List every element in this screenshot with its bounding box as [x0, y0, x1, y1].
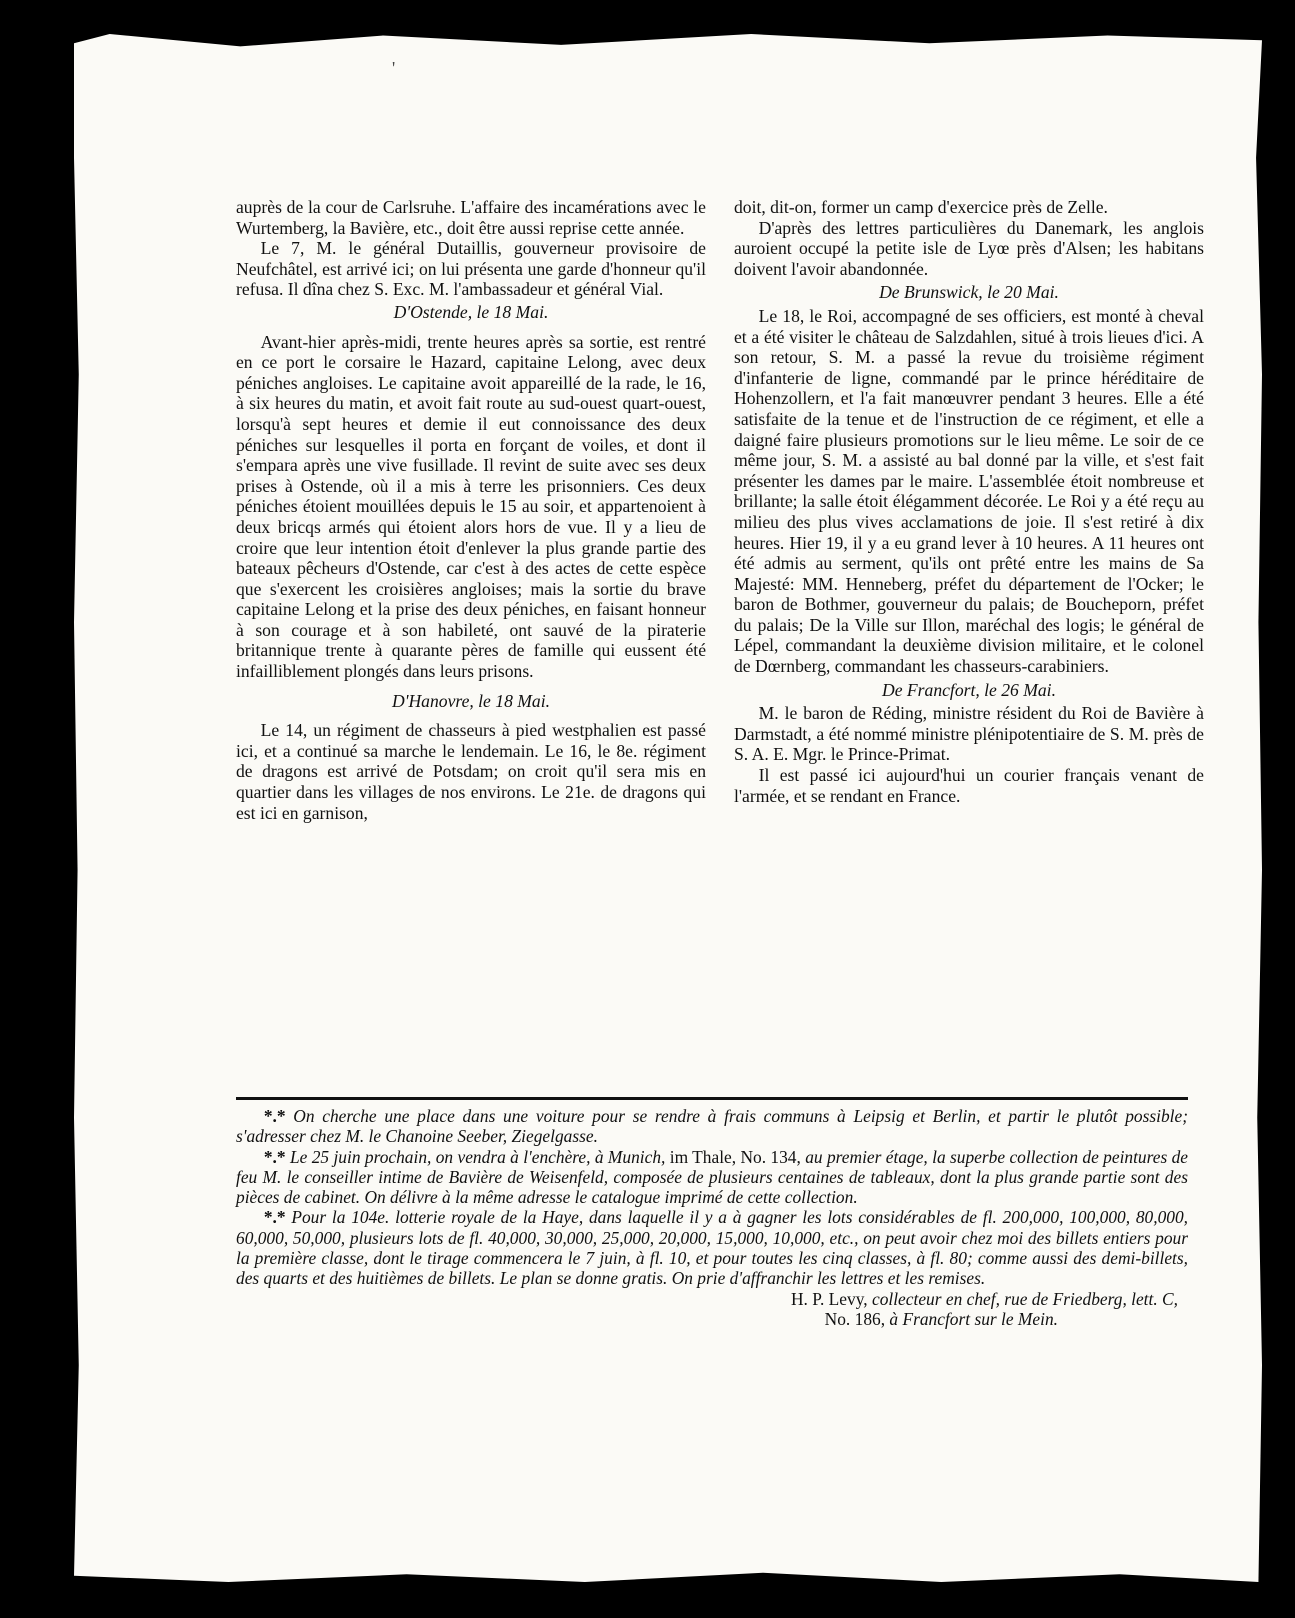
left-column	[236, 197, 706, 823]
notice-voiture	[236, 1106, 1188, 1147]
dateline-ostende: D'Ostende, le 18 Mai.	[393, 301, 549, 322]
signature-title: collecteur en chef, rue de Friedberg, lett. C,	[871, 1288, 1178, 1309]
zelle-paragraph: doit, dit-on, former un camp d'exercice près de Zelle.	[734, 197, 1108, 217]
signature-number: No. 186,	[824, 1308, 886, 1329]
notice-munich-address: im Thale, No. 134,	[669, 1146, 801, 1167]
notice-lotterie	[236, 1207, 1188, 1288]
dateline-francfort: De Francfort, le 26 Mai.	[882, 679, 1056, 700]
dutaillis-paragraph: Le 7, M. le général Dutaillis, gouverneur provisoire de Neufchâtel, est arrivé ici; on lui présenta une garde d'honneur qu'il refusa. Il dîna chez S. Exc. M. l'ambassadeur et général Vial.	[236, 238, 706, 300]
dateline-hanovre: D'Hanovre, le 18 Mai.	[392, 690, 550, 711]
notice-munich-start: Le 25 juin prochain, on vendra à l'enchère, à Munich,	[289, 1146, 666, 1167]
asterism-mark: *.*	[263, 1146, 286, 1167]
advertisements-section	[236, 1106, 1188, 1329]
notice-voiture-text: On cherche une place dans une voiture pour se rendre à frais communs à Leipsig et Berlin, et partir le plutôt possible; s'adresser chez M. le Chanoine Seeber, Ziegelgasse.	[236, 1106, 1188, 1147]
section-divider	[236, 1097, 1188, 1100]
signature-line-1	[236, 1289, 1188, 1309]
brunswick-article: Le 18, le Roi, accompagné de ses officiers, est monté à cheval et a été visiter le château de Salzdahlen, situé à trois lieues d'ici. A son retour, S. M. a passé la revue du troisième régiment d'infanterie de ligne, commandé par le prince héréditaire de Hohenzollern, et l'a fait manœuvrer pendant 3 heures. Elle a été satisfaite de la tenue et de l'instruction de ce régiment, et elle a daigné faire plusieurs promotions sur le lieu même. Le soir de ce même jour, S. M. a assisté au bal donné par la ville, et s'est fait présenter les dames par le maire. L'assemblée étoit nombreuse et brillante; la salle étoit élégamment décorée. Le Roi y a été reçu au milieu des plus vives acclamations de joie. Il s'est retiré à dix heures. Hier 19, il y a eu grand lever à 10 heures. A 11 heures ont été admis au serment, qu'ils ont prêté entre les mains de Sa Majesté: MM. Henneberg, préfet du département de l'Ocker; le baron de Bothmer, gouverneur du palais; de Boucheporn, préfet du palais; De la Ville sur Illon, maréchal des logis; le général de Lépel, commandant la deuxième division militaire, et le colonel de Dœrnberg, commandant les chasseurs-carabiniers.	[734, 305, 1204, 677]
francfort-article: M. le baron de Réding, ministre résident du Roi de Bavière à Darmstadt, a été nommé ministre plénipotentiaire de S. M. près de S. A. E. Mgr. le Prince-Primat.	[734, 703, 1204, 765]
asterism-mark: *.*	[263, 1207, 286, 1228]
notice-munich	[236, 1147, 1188, 1208]
signature-line-2	[236, 1309, 1188, 1329]
dateline-brunswick: De Brunswick, le 20 Mai.	[879, 282, 1059, 303]
danemark-paragraph: D'après des lettres particulières du Danemark, les anglois auroient occupé la petite isle de Lyœ près d'Alsen; les habitans doivent l'avoir abandonnée.	[734, 217, 1204, 279]
carlsruhe-paragraph: auprès de la cour de Carlsruhe. L'affaire des incamérations avec le Wurtemberg, la Bavière, etc., doit être aussi reprise cette année.	[236, 197, 706, 238]
asterism-mark: *.*	[263, 1106, 286, 1126]
notice-munich-end: au premier étage, la superbe collection de peintures de feu M. le conseiller intime de Bavière de Weisenfeld, composée de plusieurs centaines de tableaux, dont la plus grande partie sont des pièces de cabinet. On délivre à la même adresse le catalogue imprimé de cette collection.	[236, 1146, 1189, 1208]
signature-city: à Francfort sur le Mein.	[889, 1308, 1058, 1329]
notice-lotterie-text: Pour la 104e. lotterie royale de la Haye, dans laquelle il y a à gagner les lots considérables de fl. 200,000, 100,000, 80,000, 60,000, 50,000, plusieurs lots de fl. 40,000, 30,000, 25,000, 20,000, 15,000, 10,000, etc., on peut avoir chez moi des billets entiers pour la première classe, dont le tirage commencera le 7 juin, à fl. 10, et pour toutes les cinq classes, à fl. 80; comme aussi des demi-billets, des quarts et des huitièmes de billets. Le plan se donne gratis. On prie d'affranchir les lettres et les remises.	[236, 1207, 1188, 1289]
hanovre-article: Le 14, un régiment de chasseurs à pied westphalien est passé ici, et a continué sa marche le lendemain. Le 16, le 8e. régiment de dragons est arrivé de Potsdam; on croit qu'il sera mis en quartier dans les villages de nos environs. Le 21e. de dragons qui est ici en garnison,	[236, 720, 706, 823]
courier-paragraph: Il est passé ici aujourd'hui un courier français venant de l'armée, et se rendant en France.	[734, 765, 1204, 806]
signature-name: H. P. Levy,	[790, 1288, 868, 1309]
ostende-article: Avant-hier après-midi, trente heures après sa sortie, est rentré en ce port le corsaire le Hazard, capitaine Lelong, avec deux péniches angloises. Le capitaine avoit appareillé de la rade, le 16, à six heures du matin, et avoit fait route au sud-ouest quart-ouest, lorsqu'à sept heures et demie il eut connoissance des deux péniches sur lesquelles il porta en forçant de voiles, et dont il s'empara après une vive fusillade. Il revint de suite avec ses deux prises à Ostende, où il a mis à terre les prisonniers. Ces deux péniches étoient mouillées depuis le 15 au soir, et appartenoient à deux bricqs armés qui étoient alors hors de vue. Il y a lieu de croire que leur intention étoit d'enlever la plus grande partie des bateaux pêcheurs d'Ostende, car c'est à des actes de cette espèce que s'exercent les croisières angloises; mais la sortie du brave capitaine Lelong et la prise des deux péniches, en faisant honneur à son courage et à son habileté, ont sauvé de la piraterie britannique trente à quarante pères de famille qui eussent été infailliblement plongés dans leurs prisons.	[236, 331, 706, 682]
page-mark: '	[392, 58, 396, 78]
right-column	[734, 197, 1204, 806]
